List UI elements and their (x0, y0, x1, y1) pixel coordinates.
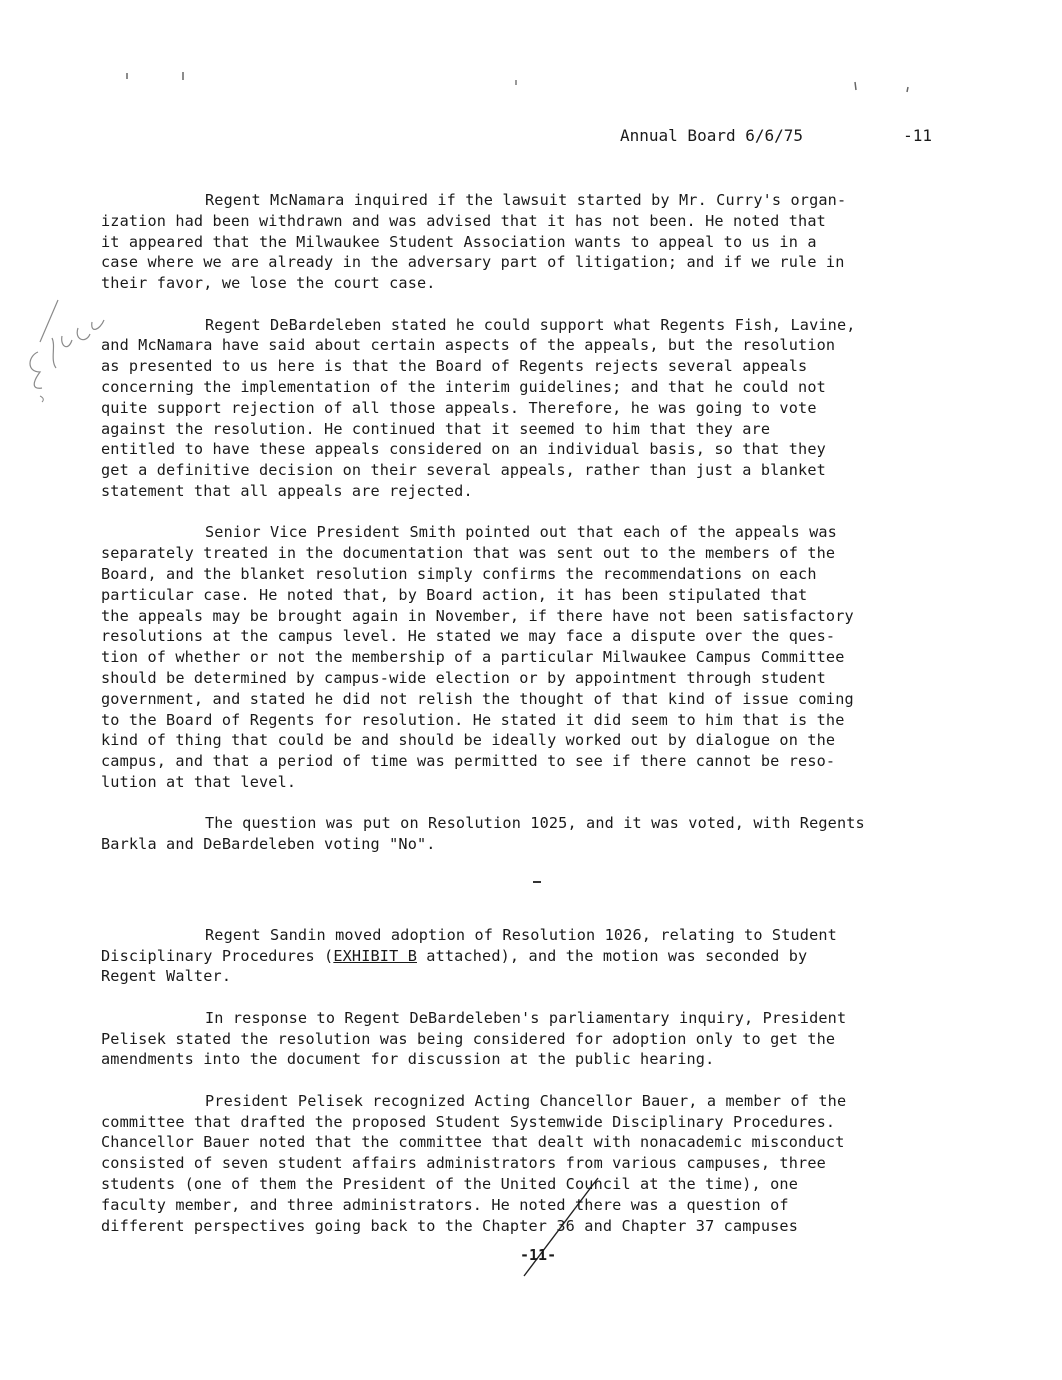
paragraph: Senior Vice President Smith pointed out that each of the appeals was separately treated in the documentation that was sent out to the members of the Board, and the blanket resolution simply confirms the recommendations on each particular case. He noted that, by Board action, it has been stipulated that the appeals may be brought again in November, if there have not been satisfactory resolutions at the campus level. He stated we may face a dispute over the ques- tion of whether or not the membership of a particular Milwaukee Campus Committee should be determined by campus-wide election or by appointment through student government, and stated he did not relish the thought of that kind of issue coming to the Board of Regents for resolution. He stated it did seem to him that is the kind of thing that could be and should be ideally worked out by dialogue on the campus, and that a period of time was permitted to see if there cannot be reso- lution at that level. (101, 523, 854, 791)
scan-speck (855, 82, 856, 90)
page-footer-marker: -11- (520, 1246, 557, 1264)
scan-speck (907, 87, 908, 92)
motion-text-before: Regent Sandin moved adoption of Resolution 1026, relating to Student Disciplinary Procedures ( (101, 925, 837, 965)
section-separator (533, 881, 541, 883)
margin-initials (30, 300, 104, 388)
paragraph: In response to Regent DeBardeleben's parliamentary inquiry, President Pelisek stated the resolution was being considered for adoption only to get the amendments into the document for discussion at the public hearing. (101, 1008, 847, 1069)
motion-paragraph (101, 925, 947, 987)
paragraph: Regent McNamara inquired if the lawsuit started by Mr. Curry's organ- ization had been withdrawn and was advised that it has not been. He noted that it appeared that the Milwaukee Student Association wants to appeal to us in a case where we are already in the adversary part of litigation; and if we rule in their favor, we lose the court case. (101, 191, 847, 293)
margin-mark (40, 396, 43, 402)
exhibit-reference: EXHIBIT B (333, 946, 417, 965)
header-page-number: -11 (903, 126, 932, 145)
header-title: Annual Board 6/6/75 (620, 126, 804, 145)
paragraph: The question was put on Resolution 1025, and it was voted, with Regents Barkla and DeBardeleben voting "No". (101, 814, 865, 854)
page-header (620, 126, 932, 145)
paragraph: Regent DeBardeleben stated he could support what Regents Fish, Lavine, and McNamara have said about certain aspects of the appeals, but the resolution as presented to us here is that the Board of Regents rejects several appeals concerning the implementation of the interim guidelines; and that he could not quite support rejection of all those appeals. Therefore, he was going to vote against the resolution. He continued that it seemed to him that they are entitled to have these appeals considered on an individual basis, so that they get a definitive decision on their several appeals, rather than just a blanket statement that all appeals are rejected. (101, 315, 856, 500)
document-body (101, 190, 947, 1257)
paragraph: President Pelisek recognized Acting Chancellor Bauer, a member of the committee that drafted the proposed Student Systemwide Disciplinary Procedures. Chancellor Bauer noted that the committee that dealt with nonacademic misconduct consisted of seven student affairs administrators from various campuses, three students (one of them the President of the United Council at the time), one faculty member, and three administrators. He noted there was a question of different perspectives going back to the Chapter 36 and Chapter 37 campuses (101, 1091, 847, 1235)
motion-text-after: attached), and the motion was seconded by Regent Walter. (101, 946, 808, 986)
